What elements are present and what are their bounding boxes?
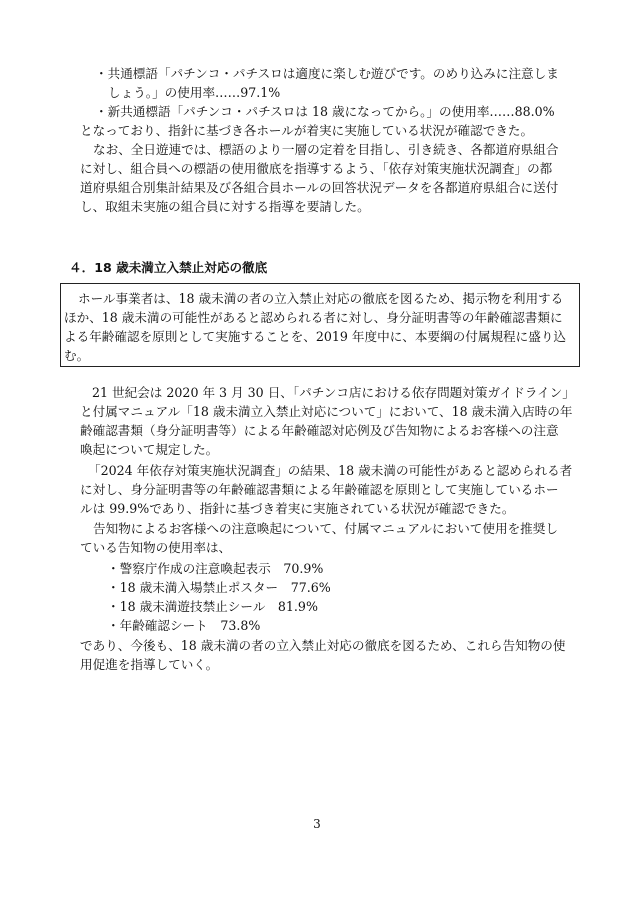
body-line: に対し、身分証明書等の年齢確認書類による年齢確認を原則として実施しているホー <box>80 482 559 497</box>
section-heading: ４．18 歳未満立入禁止対応の徹底 <box>69 260 268 275</box>
body-line: 「2024 年依存対策実施状況調査」の結果、18 歳未満の可能性があると認められる者 <box>88 463 573 478</box>
intro-line: なお、全日遊連では、標語のより一層の定着を目指し、引き続き、各都道府県組合 <box>93 142 559 157</box>
box-line: ホール事業者は、18 歳未満の者の立入禁止対応の徹底を図るため、掲示物を利用する <box>78 291 564 306</box>
intro-line: 道府県組合別集計結果及び各組合員ホールの回答状況データを各都道府県組合に送付 <box>80 180 559 195</box>
box-line: よる年齢確認を原則として実施することを、2019 年度中に、本要綱の付属規程に盛り込 <box>64 329 567 344</box>
body-line: ている告知物の使用率は、 <box>80 540 232 555</box>
closing-line: 用促進を指導していく。 <box>80 657 219 672</box>
body-line: 21 世紀会は 2020 年 3 月 30 日、「パチンコ店における依存問題対策ガイドライン」 <box>92 385 575 400</box>
body-line: と付属マニュアル「18 歳未満立入禁止対応について」において、18 歳未満入店時の年 <box>80 404 573 419</box>
intro-line: ・新共通標語「パチンコ・パチスロは 18 歳になってから。」の使用率……88.0% <box>95 104 555 119</box>
page-number: 3 <box>313 817 321 831</box>
body-line: ルは 99.9%であり、指針に基づき着実に実施されている状況が確認できた。 <box>80 501 515 516</box>
box-line: む。 <box>64 348 90 363</box>
intro-line: し、取組未実施の組合員に対する指導を要請した。 <box>80 199 370 214</box>
closing-line: であり、今後も、18 歳未満の者の立入禁止対応の徹底を図るため、これら告知物の使 <box>80 638 566 653</box>
list-item: ・年齢確認シート 73.8% <box>107 618 261 633</box>
body-line: 喚起について規定した。 <box>80 442 219 457</box>
body-line: 齢確認書類（身分証明書等）による年齢確認対応例及び告知物によるお客様への注意 <box>80 423 559 438</box>
list-item: ・警察庁作成の注意喚起表示 70.9% <box>107 561 324 576</box>
list-item: ・18 歳未満入場禁止ポスター 77.6% <box>107 580 331 595</box>
body-line: 告知物によるお客様への注意喚起について、付属マニュアルにおいて使用を推奨し <box>93 521 558 536</box>
list-item: ・18 歳未満遊技禁止シール 81.9% <box>107 599 318 614</box>
intro-line: となっており、指針に基づき各ホールが着実に実施している状況が確認できた。 <box>80 123 534 138</box>
box-line: ほか、18 歳未満の可能性があると認められる者に対し、身分証明書等の年齢確認書類に <box>64 310 563 325</box>
intro-line: に対し、組合員への標語の使用徹底を指導するよう、「依存対策実施状況調査」の都 <box>80 161 553 176</box>
intro-line: ・共通標語「パチンコ・パチスロは適度に楽しむ遊びです。のめり込みに注意しま <box>95 66 559 81</box>
intro-line: しょう。」の使用率……97.1% <box>108 85 281 100</box>
